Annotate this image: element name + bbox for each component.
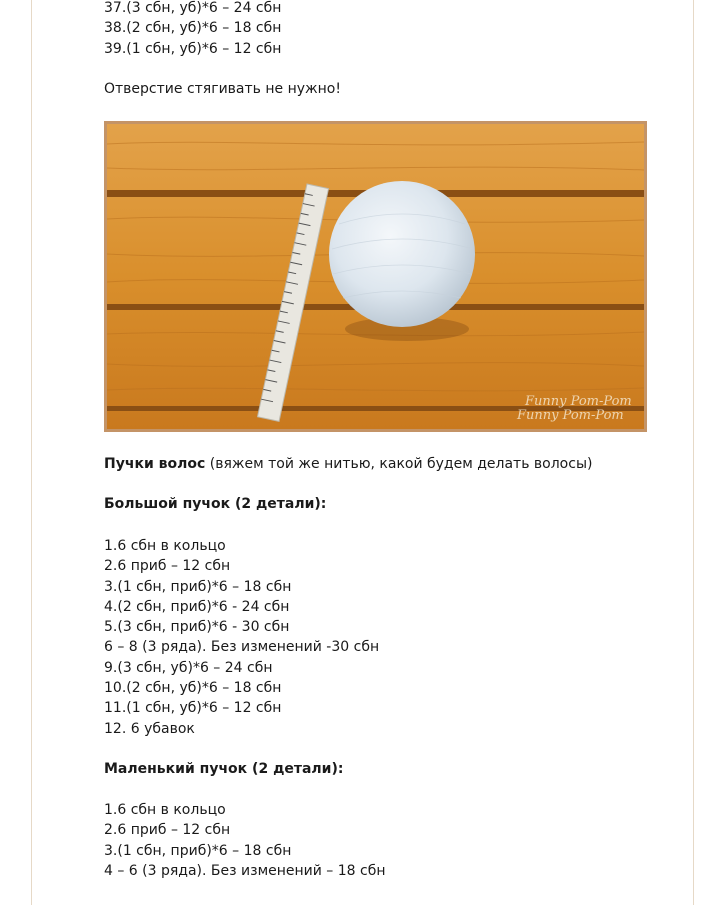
watermark-line1: Funny Pom-Pom [525, 394, 632, 409]
small-bun-rows [104, 800, 386, 881]
pattern-row: 4.(2 сбн, приб)*6 - 24 сбн [104, 598, 290, 615]
large-bun-title: Большой пучок (2 детали): [104, 496, 327, 512]
pattern-row: 39.(1 сбн, уб)*6 – 12 сбн [104, 40, 282, 57]
photo-illustration [107, 124, 644, 429]
pattern-row: 37.(3 сбн, уб)*6 – 24 сбн [104, 0, 282, 16]
pattern-row: 12. 6 убавок [104, 720, 195, 737]
left-page-border [31, 0, 32, 905]
pattern-row: 10.(2 сбн, уб)*6 – 18 сбн [104, 680, 282, 697]
small-bun-title: Маленький пучок (2 детали): [104, 761, 344, 777]
watermark-line2: Funny Pom-Pom [517, 408, 624, 423]
pattern-row: 4 – 6 (3 ряда). Без изменений – 18 сбн [104, 862, 386, 879]
hair-section-heading [104, 456, 592, 472]
pattern-rows-top [104, 0, 281, 59]
note-text: Отверстие стягивать не нужно! [104, 81, 341, 97]
pattern-row: 11.(1 сбн, уб)*6 – 12 сбн [104, 700, 282, 717]
pattern-row: 2.6 приб – 12 сбн [104, 558, 231, 575]
pattern-row: 5.(3 сбн, приб)*6 - 30 сбн [104, 619, 290, 636]
crochet-ball-photo [104, 121, 647, 432]
pattern-row: 9.(3 сбн, уб)*6 – 24 сбн [104, 659, 273, 676]
hair-section-subtitle: (вяжем той же нитью, какой будем делать волосы) [205, 456, 593, 472]
large-bun-rows [104, 536, 379, 739]
pattern-row: 3.(1 сбн, приб)*6 – 18 сбн [104, 578, 292, 595]
pattern-row: 1.6 сбн в кольцо [104, 802, 226, 818]
crochet-ball [329, 181, 475, 327]
right-page-border [693, 0, 694, 905]
pattern-row: 1.6 сбн в кольцо [104, 538, 226, 554]
pattern-row: 6 – 8 (3 ряда). Без изменений -30 сбн [104, 639, 380, 656]
hair-section-title: Пучки волос [104, 456, 206, 472]
pattern-row: 3.(1 сбн, приб)*6 – 18 сбн [104, 842, 292, 859]
pattern-row: 38.(2 сбн, уб)*6 – 18 сбн [104, 20, 282, 37]
pattern-row: 2.6 приб – 12 сбн [104, 822, 231, 839]
